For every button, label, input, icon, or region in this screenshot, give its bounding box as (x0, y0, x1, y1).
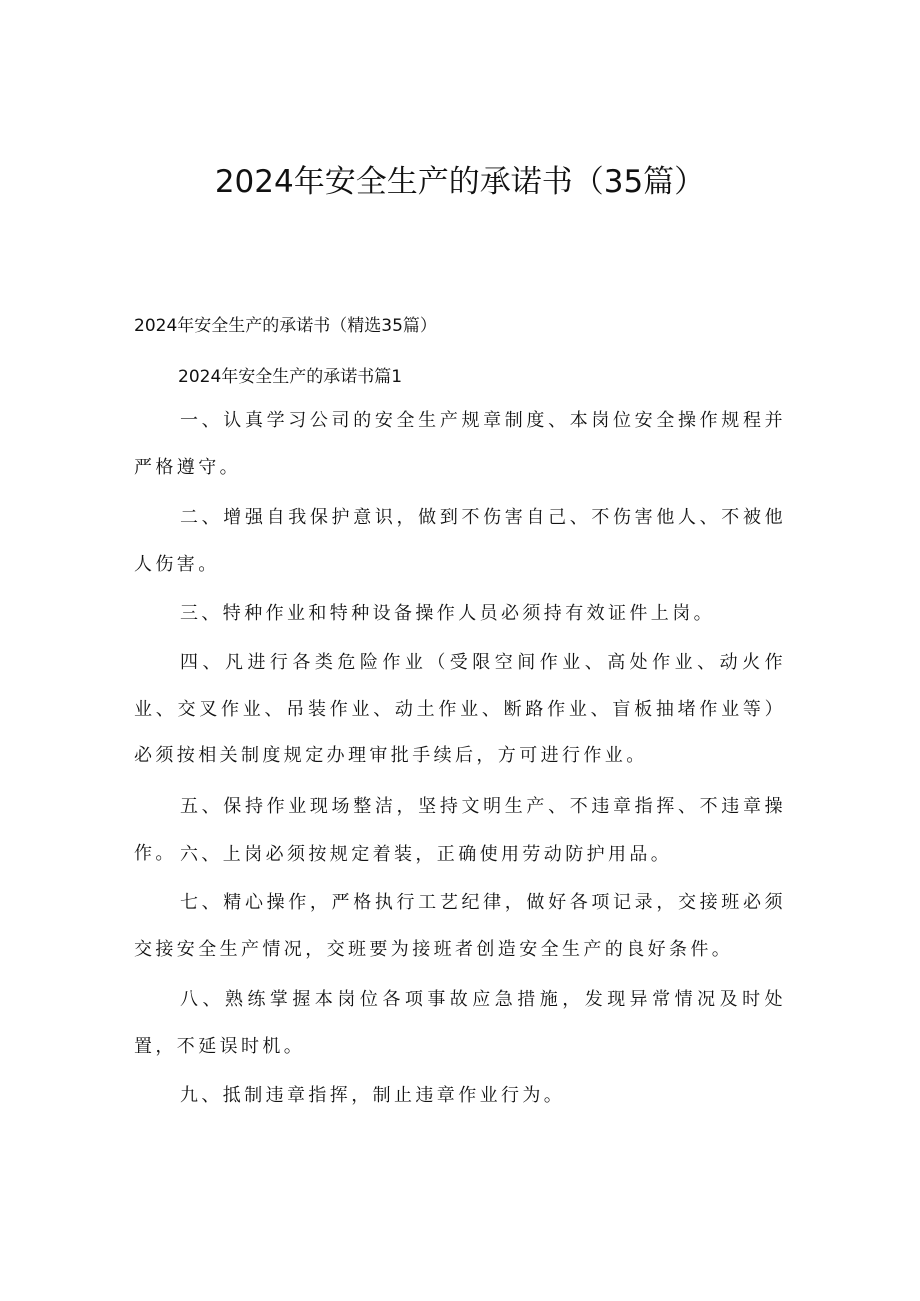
paragraph-3: 三、特种作业和特种设备操作人员必须持有效证件上岗。 (180, 603, 715, 624)
document-title: 2024年安全生产的承诺书（35篇） (214, 164, 706, 200)
paragraph-9: 九、抵制违章指挥，制止违章作业行为。 (180, 1085, 566, 1106)
paragraph-4: 四、凡进行各类危险作业（受限空间作业、高处作业、动火作业、交叉作业、吊装作业、动土作业、断路作业、盲板抽堵作业等）必须按相关制度规定办理审批手续后，方可进行作业。 (134, 652, 786, 766)
paragraph-5: 五、保持作业现场整洁，坚持文明生产、不违章指挥、不违章操作。 (134, 796, 786, 864)
section-heading: 2024年安全生产的承诺书篇1 (178, 367, 403, 387)
paragraph-7: 七、精心操作，严格执行工艺纪律，做好各项记录，交接班必须交接安全生产情况，交班要为接班者创造安全生产的良好条件。 (134, 892, 786, 960)
paragraph-2: 二、增强自我保护意识，做到不伤害自己、不伤害他人、不被他人伤害。 (134, 507, 786, 575)
paragraph-1: 一、认真学习公司的安全生产规章制度、本岗位安全操作规程并严格遵守。 (134, 410, 786, 478)
paragraph-8: 八、熟练掌握本岗位各项事故应急措施，发现异常情况及时处置，不延误时机。 (134, 989, 786, 1057)
document-subtitle: 2024年安全生产的承诺书（精选35篇） (134, 316, 437, 336)
paragraph-6: 六、上岗必须按规定着装，正确使用劳动防护用品。 (180, 844, 673, 865)
